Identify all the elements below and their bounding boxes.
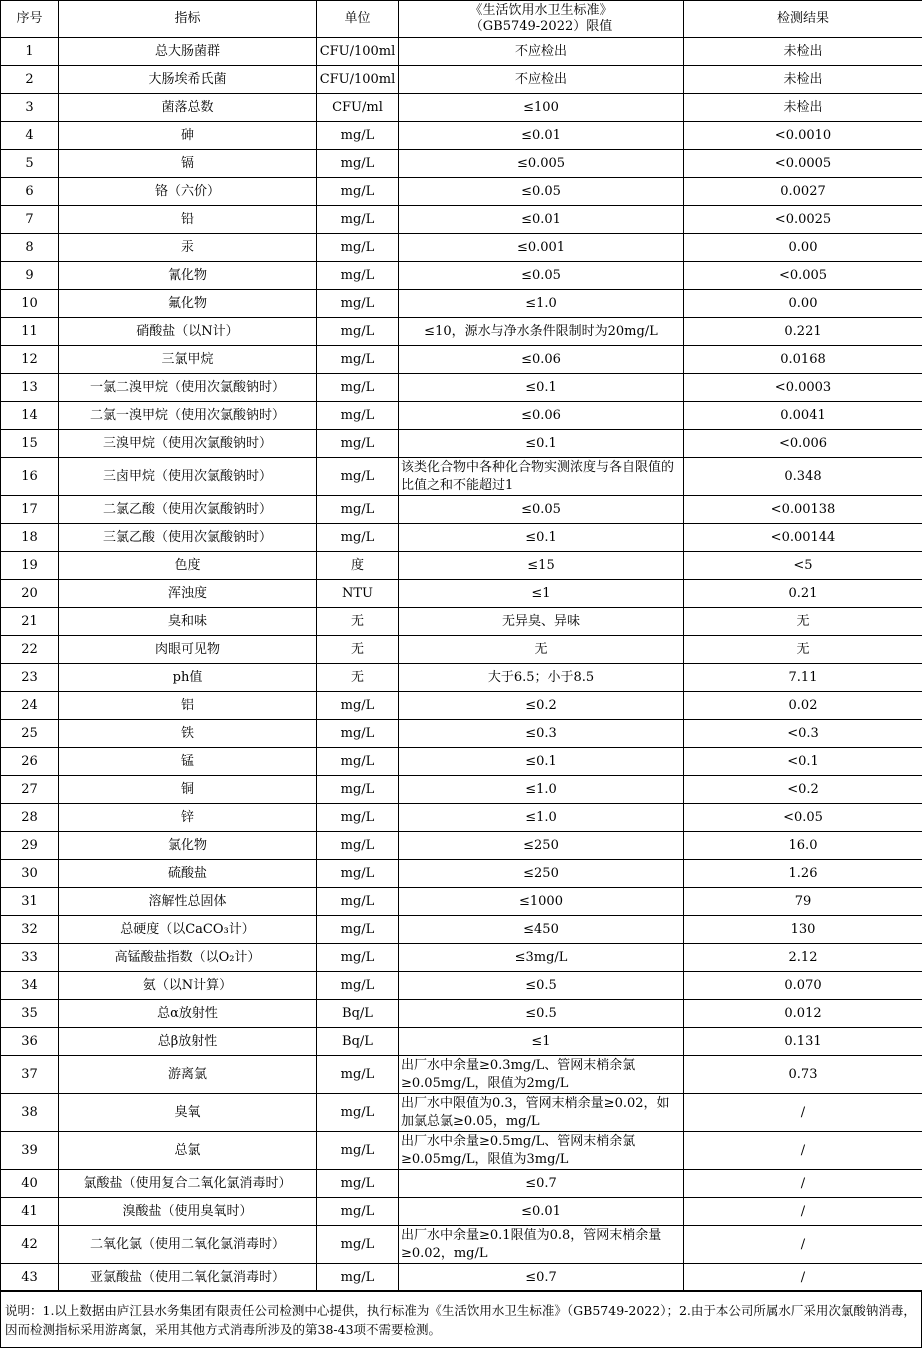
row-unit-cell: mg/L: [317, 720, 399, 748]
row-limit-cell: ≤0.7: [399, 1264, 684, 1292]
row-result-cell: 2.12: [684, 944, 922, 972]
row-no-cell: 14: [1, 402, 59, 430]
row-result-cell: 0.348: [684, 458, 922, 496]
row-no-cell: 25: [1, 720, 59, 748]
row-no-cell: 30: [1, 860, 59, 888]
row-no-cell: 32: [1, 916, 59, 944]
row-result-cell: 0.02: [684, 692, 922, 720]
row-item-cell: 浑浊度: [59, 580, 317, 608]
row-no-cell: 6: [1, 178, 59, 206]
header-result: 检测结果: [684, 1, 922, 38]
row-item-cell: 氯化物: [59, 832, 317, 860]
table-row: [1, 1028, 922, 1056]
row-unit-cell: mg/L: [317, 122, 399, 150]
row-item-cell: 总α放射性: [59, 1000, 317, 1028]
row-item-cell: 二氯乙酸（使用次氯酸钠时）: [59, 496, 317, 524]
row-no-cell: 21: [1, 608, 59, 636]
row-item-cell: 游离氯: [59, 1056, 317, 1094]
row-result-cell: 未检出: [684, 38, 922, 66]
row-item-cell: 三溴甲烷（使用次氯酸钠时）: [59, 430, 317, 458]
row-limit-cell: ≤1.0: [399, 804, 684, 832]
row-result-cell: 0.73: [684, 1056, 922, 1094]
row-result-cell: 未检出: [684, 94, 922, 122]
row-limit-cell: ≤0.06: [399, 402, 684, 430]
row-item-cell: 锌: [59, 804, 317, 832]
table-row: [1, 1264, 922, 1292]
row-item-cell: 臭和味: [59, 608, 317, 636]
row-no-cell: 16: [1, 458, 59, 496]
row-limit-cell: ≤1.0: [399, 290, 684, 318]
row-limit-cell: ≤250: [399, 860, 684, 888]
row-no-cell: 40: [1, 1170, 59, 1198]
header-no: 序号: [1, 1, 59, 38]
row-limit-cell: ≤1000: [399, 888, 684, 916]
table-row: [1, 888, 922, 916]
row-unit-cell: mg/L: [317, 234, 399, 262]
row-item-cell: 大肠埃希氏菌: [59, 66, 317, 94]
row-limit-cell: ≤0.1: [399, 430, 684, 458]
row-no-cell: 2: [1, 66, 59, 94]
row-no-cell: 10: [1, 290, 59, 318]
row-result-cell: 79: [684, 888, 922, 916]
row-no-cell: 12: [1, 346, 59, 374]
row-no-cell: 3: [1, 94, 59, 122]
table-row: [1, 318, 922, 346]
row-limit-cell: ≤0.1: [399, 374, 684, 402]
row-item-cell: 菌落总数: [59, 94, 317, 122]
table-row: [1, 972, 922, 1000]
row-result-cell: 16.0: [684, 832, 922, 860]
row-item-cell: 总大肠菌群: [59, 38, 317, 66]
row-item-cell: 汞: [59, 234, 317, 262]
row-item-cell: 镉: [59, 150, 317, 178]
row-no-cell: 18: [1, 524, 59, 552]
row-limit-cell: ≤1: [399, 1028, 684, 1056]
table-row: [1, 150, 922, 178]
row-limit-cell: ≤0.05: [399, 496, 684, 524]
table-row: [1, 524, 922, 552]
row-unit-cell: mg/L: [317, 1170, 399, 1198]
table-row: [1, 496, 922, 524]
table-row: [1, 374, 922, 402]
table-row: [1, 1056, 922, 1094]
row-unit-cell: mg/L: [317, 496, 399, 524]
row-no-cell: 17: [1, 496, 59, 524]
table-row: [1, 178, 922, 206]
table-row: [1, 860, 922, 888]
row-result-cell: 0.0168: [684, 346, 922, 374]
row-unit-cell: mg/L: [317, 430, 399, 458]
row-result-cell: 1.26: [684, 860, 922, 888]
table-row: [1, 290, 922, 318]
row-item-cell: 总氯: [59, 1132, 317, 1170]
row-no-cell: 8: [1, 234, 59, 262]
row-no-cell: 11: [1, 318, 59, 346]
row-result-cell: 7.11: [684, 664, 922, 692]
row-unit-cell: 无: [317, 664, 399, 692]
row-item-cell: 铁: [59, 720, 317, 748]
row-limit-cell: ≤15: [399, 552, 684, 580]
row-no-cell: 33: [1, 944, 59, 972]
row-item-cell: 总硬度（以CaCO₃计）: [59, 916, 317, 944]
row-no-cell: 27: [1, 776, 59, 804]
row-result-cell: 0.0041: [684, 402, 922, 430]
row-item-cell: 氯酸盐（使用复合二氧化氯消毒时）: [59, 1170, 317, 1198]
row-unit-cell: mg/L: [317, 150, 399, 178]
row-no-cell: 20: [1, 580, 59, 608]
row-result-cell: /: [684, 1198, 922, 1226]
row-limit-cell: ≤0.001: [399, 234, 684, 262]
row-limit-cell: 出厂水中限值为0.3，管网末梢余量≥0.02，如加氯总氯≥0.05，mg/L: [399, 1094, 684, 1132]
row-result-cell: <0.0005: [684, 150, 922, 178]
row-unit-cell: mg/L: [317, 1264, 399, 1292]
row-item-cell: 肉眼可见物: [59, 636, 317, 664]
row-unit-cell: mg/L: [317, 748, 399, 776]
row-item-cell: 高锰酸盐指数（以O₂计）: [59, 944, 317, 972]
row-limit-cell: ≤0.01: [399, 206, 684, 234]
row-unit-cell: mg/L: [317, 206, 399, 234]
row-item-cell: 三氯乙酸（使用次氯酸钠时）: [59, 524, 317, 552]
row-limit-cell: ≤0.06: [399, 346, 684, 374]
row-limit-cell: ≤250: [399, 832, 684, 860]
row-limit-cell: 大于6.5；小于8.5: [399, 664, 684, 692]
row-item-cell: 氰化物: [59, 262, 317, 290]
row-no-cell: 38: [1, 1094, 59, 1132]
row-result-cell: /: [684, 1132, 922, 1170]
row-limit-cell: 出厂水中余量≥0.5mg/L、管网末梢余氯≥0.05mg/L，限值为3mg/L: [399, 1132, 684, 1170]
row-unit-cell: NTU: [317, 580, 399, 608]
row-item-cell: 砷: [59, 122, 317, 150]
row-result-cell: 0.012: [684, 1000, 922, 1028]
row-item-cell: 氨（以N计算）: [59, 972, 317, 1000]
row-no-cell: 5: [1, 150, 59, 178]
row-limit-cell: 出厂水中余量≥0.1限值为0.8，管网末梢余量≥0.02，mg/L: [399, 1226, 684, 1264]
row-item-cell: ph值: [59, 664, 317, 692]
table-row: [1, 776, 922, 804]
row-limit-cell: ≤0.05: [399, 262, 684, 290]
row-item-cell: 溴酸盐（使用臭氧时）: [59, 1198, 317, 1226]
row-unit-cell: 度: [317, 552, 399, 580]
row-no-cell: 39: [1, 1132, 59, 1170]
row-unit-cell: Bq/L: [317, 1028, 399, 1056]
row-result-cell: <0.2: [684, 776, 922, 804]
row-item-cell: 亚氯酸盐（使用二氧化氯消毒时）: [59, 1264, 317, 1292]
row-unit-cell: mg/L: [317, 374, 399, 402]
row-result-cell: 0.21: [684, 580, 922, 608]
table-body: [1, 38, 922, 1292]
table-row: [1, 804, 922, 832]
table-row: [1, 1000, 922, 1028]
row-limit-cell: ≤0.005: [399, 150, 684, 178]
table-row: [1, 206, 922, 234]
row-unit-cell: mg/L: [317, 290, 399, 318]
table-row: [1, 458, 922, 496]
table-row: [1, 122, 922, 150]
row-limit-cell: ≤450: [399, 916, 684, 944]
row-result-cell: 无: [684, 608, 922, 636]
row-unit-cell: mg/L: [317, 692, 399, 720]
row-unit-cell: CFU/100ml: [317, 38, 399, 66]
table-header-row: [1, 1, 922, 38]
row-unit-cell: CFU/100ml: [317, 66, 399, 94]
row-unit-cell: mg/L: [317, 804, 399, 832]
row-limit-cell: ≤0.05: [399, 178, 684, 206]
table-row: [1, 1094, 922, 1132]
row-no-cell: 13: [1, 374, 59, 402]
row-no-cell: 23: [1, 664, 59, 692]
row-unit-cell: mg/L: [317, 524, 399, 552]
row-unit-cell: CFU/ml: [317, 94, 399, 122]
table-row: [1, 580, 922, 608]
row-no-cell: 31: [1, 888, 59, 916]
row-item-cell: 总β放射性: [59, 1028, 317, 1056]
row-result-cell: /: [684, 1094, 922, 1132]
row-limit-cell: ≤0.2: [399, 692, 684, 720]
row-limit-cell: ≤100: [399, 94, 684, 122]
row-item-cell: 锰: [59, 748, 317, 776]
header-unit: 单位: [317, 1, 399, 38]
row-no-cell: 15: [1, 430, 59, 458]
row-no-cell: 24: [1, 692, 59, 720]
row-result-cell: <0.00144: [684, 524, 922, 552]
row-unit-cell: mg/L: [317, 262, 399, 290]
row-item-cell: 一氯二溴甲烷（使用次氯酸钠时）: [59, 374, 317, 402]
row-result-cell: <0.1: [684, 748, 922, 776]
row-result-cell: /: [684, 1226, 922, 1264]
row-result-cell: <0.0003: [684, 374, 922, 402]
row-limit-cell: ≤0.1: [399, 524, 684, 552]
row-item-cell: 二氯一溴甲烷（使用次氯酸钠时）: [59, 402, 317, 430]
row-result-cell: /: [684, 1264, 922, 1292]
row-item-cell: 三氯甲烷: [59, 346, 317, 374]
row-no-cell: 43: [1, 1264, 59, 1292]
row-unit-cell: mg/L: [317, 1056, 399, 1094]
row-unit-cell: mg/L: [317, 178, 399, 206]
row-item-cell: 色度: [59, 552, 317, 580]
row-no-cell: 29: [1, 832, 59, 860]
header-item: 指标: [59, 1, 317, 38]
row-result-cell: <0.05: [684, 804, 922, 832]
row-limit-cell: ≤3mg/L: [399, 944, 684, 972]
row-unit-cell: mg/L: [317, 1198, 399, 1226]
row-result-cell: 130: [684, 916, 922, 944]
row-item-cell: 三卤甲烷（使用次氯酸钠时）: [59, 458, 317, 496]
row-unit-cell: mg/L: [317, 318, 399, 346]
row-unit-cell: mg/L: [317, 1226, 399, 1264]
row-item-cell: 硝酸盐（以N计）: [59, 318, 317, 346]
row-unit-cell: mg/L: [317, 888, 399, 916]
table-row: [1, 720, 922, 748]
header-limit-line1: 《生活饮用水卫生标准》: [469, 3, 613, 18]
row-item-cell: 铅: [59, 206, 317, 234]
table-row: [1, 234, 922, 262]
row-unit-cell: mg/L: [317, 972, 399, 1000]
row-item-cell: 铬（六价）: [59, 178, 317, 206]
row-no-cell: 4: [1, 122, 59, 150]
table-row: [1, 1170, 922, 1198]
row-result-cell: 未检出: [684, 66, 922, 94]
row-unit-cell: mg/L: [317, 832, 399, 860]
table-row: [1, 608, 922, 636]
table-row: [1, 66, 922, 94]
row-no-cell: 1: [1, 38, 59, 66]
table-row: [1, 692, 922, 720]
row-result-cell: <5: [684, 552, 922, 580]
row-result-cell: 0.131: [684, 1028, 922, 1056]
row-result-cell: 0.00: [684, 290, 922, 318]
table-row: [1, 1226, 922, 1264]
row-result-cell: <0.0025: [684, 206, 922, 234]
row-limit-cell: 无异臭、异味: [399, 608, 684, 636]
row-limit-cell: 出厂水中余量≥0.3mg/L、管网末梢余氯≥0.05mg/L，限值为2mg/L: [399, 1056, 684, 1094]
row-no-cell: 28: [1, 804, 59, 832]
row-no-cell: 42: [1, 1226, 59, 1264]
table-row: [1, 832, 922, 860]
row-limit-cell: 该类化合物中各种化合物实测浓度与各自限值的比值之和不能超过1: [399, 458, 684, 496]
table-row: [1, 944, 922, 972]
row-limit-cell: 不应检出: [399, 66, 684, 94]
table-row: [1, 402, 922, 430]
row-result-cell: 0.070: [684, 972, 922, 1000]
row-no-cell: 26: [1, 748, 59, 776]
table-row: [1, 552, 922, 580]
row-unit-cell: mg/L: [317, 458, 399, 496]
row-no-cell: 41: [1, 1198, 59, 1226]
table-row: [1, 1132, 922, 1170]
row-result-cell: <0.0010: [684, 122, 922, 150]
row-result-cell: <0.006: [684, 430, 922, 458]
row-limit-cell: ≤0.7: [399, 1170, 684, 1198]
row-result-cell: 0.221: [684, 318, 922, 346]
row-item-cell: 溶解性总固体: [59, 888, 317, 916]
row-limit-cell: ≤0.5: [399, 972, 684, 1000]
row-no-cell: 9: [1, 262, 59, 290]
table-row: [1, 664, 922, 692]
row-result-cell: 无: [684, 636, 922, 664]
row-result-cell: /: [684, 1170, 922, 1198]
row-unit-cell: 无: [317, 608, 399, 636]
row-unit-cell: mg/L: [317, 1094, 399, 1132]
row-limit-cell: ≤1: [399, 580, 684, 608]
row-no-cell: 7: [1, 206, 59, 234]
row-limit-cell: ≤0.3: [399, 720, 684, 748]
table-row: [1, 1198, 922, 1226]
row-limit-cell: 不应检出: [399, 38, 684, 66]
row-unit-cell: mg/L: [317, 916, 399, 944]
row-no-cell: 22: [1, 636, 59, 664]
header-limit-line2: （GB5749-2022）限值: [469, 19, 613, 34]
row-limit-cell: ≤0.5: [399, 1000, 684, 1028]
row-no-cell: 19: [1, 552, 59, 580]
table-row: [1, 262, 922, 290]
table-row: [1, 748, 922, 776]
row-item-cell: 铜: [59, 776, 317, 804]
table-row: [1, 916, 922, 944]
row-unit-cell: mg/L: [317, 860, 399, 888]
row-item-cell: 臭氧: [59, 1094, 317, 1132]
row-result-cell: <0.005: [684, 262, 922, 290]
row-limit-cell: ≤0.1: [399, 748, 684, 776]
row-unit-cell: mg/L: [317, 776, 399, 804]
row-unit-cell: 无: [317, 636, 399, 664]
row-limit-cell: ≤0.01: [399, 1198, 684, 1226]
row-limit-cell: ≤10，源水与净水条件限制时为20mg/L: [399, 318, 684, 346]
table-row: [1, 346, 922, 374]
row-result-cell: 0.00: [684, 234, 922, 262]
row-no-cell: 37: [1, 1056, 59, 1094]
row-unit-cell: mg/L: [317, 944, 399, 972]
row-unit-cell: mg/L: [317, 346, 399, 374]
row-item-cell: 铝: [59, 692, 317, 720]
table-row: [1, 94, 922, 122]
row-limit-cell: 无: [399, 636, 684, 664]
row-result-cell: <0.3: [684, 720, 922, 748]
table-row: [1, 430, 922, 458]
row-item-cell: 硫酸盐: [59, 860, 317, 888]
row-result-cell: 0.0027: [684, 178, 922, 206]
row-unit-cell: mg/L: [317, 402, 399, 430]
row-item-cell: 二氧化氯（使用二氧化氯消毒时）: [59, 1226, 317, 1264]
row-no-cell: 35: [1, 1000, 59, 1028]
row-no-cell: 36: [1, 1028, 59, 1056]
header-limit: [399, 1, 684, 38]
row-limit-cell: ≤1.0: [399, 776, 684, 804]
table-row: [1, 636, 922, 664]
row-result-cell: <0.00138: [684, 496, 922, 524]
row-unit-cell: mg/L: [317, 1132, 399, 1170]
row-item-cell: 氟化物: [59, 290, 317, 318]
row-unit-cell: Bq/L: [317, 1000, 399, 1028]
row-no-cell: 34: [1, 972, 59, 1000]
row-limit-cell: ≤0.01: [399, 122, 684, 150]
footnote: 说明：1.以上数据由庐江县水务集团有限责任公司检测中心提供，执行标准为《生活饮用水卫生标准》（GB5749-2022）；2.由于本公司所属水厂采用次氯酸钠消毒，因而检测指标采用游离氯，采用其他方式消毒所涉及的第38-43项不需要检测。: [0, 1290, 922, 1348]
table-row: [1, 38, 922, 66]
